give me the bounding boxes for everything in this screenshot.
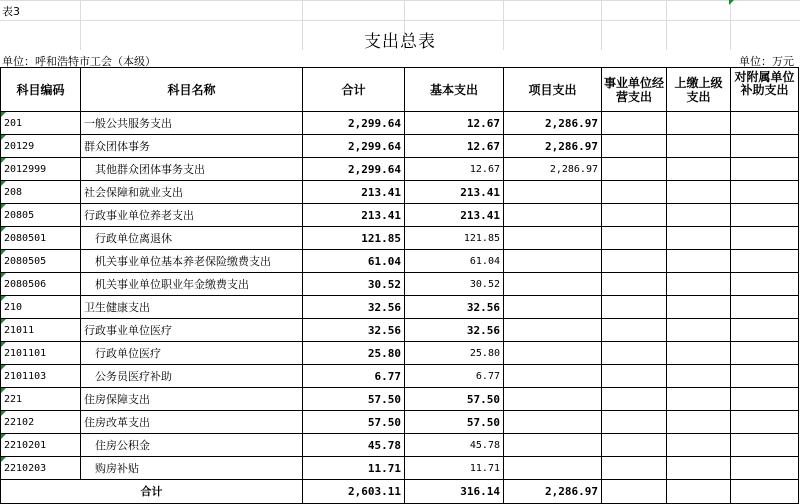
cell-upper[interactable] [667,204,731,227]
cell-business[interactable] [602,158,667,181]
cell-upper[interactable] [667,273,731,296]
cell-name[interactable]: 住房保障支出 [81,388,303,411]
cell-upper[interactable] [667,135,731,158]
cell-name[interactable]: 购房补贴 [81,457,303,480]
cell-subsidiary[interactable] [731,434,799,457]
cell-basic[interactable]: 57.50 [405,411,504,434]
cell-name[interactable]: 住房公积金 [81,434,303,457]
cell-code[interactable]: 2080506 [1,273,81,296]
cell-code[interactable]: 2080505 [1,250,81,273]
cell-upper[interactable] [667,434,731,457]
cell-code[interactable]: 2210203 [1,457,81,480]
grid-line [0,0,800,1]
cell-business[interactable] [602,181,667,204]
table-row [1,434,799,457]
cell-project[interactable] [504,411,602,434]
cell-marker [729,0,734,5]
cell-subsidiary[interactable] [731,135,799,158]
cell-business[interactable] [602,250,667,273]
cell-upper[interactable] [667,112,731,135]
cell-project[interactable] [504,204,602,227]
cell-subsidiary[interactable] [731,227,799,250]
cell-total[interactable]: 11.71 [303,457,405,480]
cell-subsidiary[interactable] [731,365,799,388]
cell-code[interactable]: 20129 [1,135,81,158]
total-business[interactable] [602,480,667,504]
total-project[interactable]: 2,286.97 [504,480,602,504]
cell-subsidiary[interactable] [731,204,799,227]
table-row [1,365,799,388]
cell-subsidiary[interactable] [731,273,799,296]
cell-total[interactable]: 2,299.64 [303,158,405,181]
cell-subsidiary[interactable] [731,112,799,135]
table-row [1,319,799,342]
total-label[interactable]: 合计 [1,480,303,504]
cell-code[interactable]: 2101103 [1,365,81,388]
cell-name[interactable]: 行政单位医疗 [81,342,303,365]
cell-code[interactable]: 208 [1,181,81,204]
total-row [1,480,799,504]
cell-name[interactable]: 卫生健康支出 [81,296,303,319]
cell-upper[interactable] [667,388,731,411]
cell-code[interactable]: 2080501 [1,227,81,250]
cell-total[interactable]: 213.41 [303,204,405,227]
cell-name[interactable]: 行政单位离退休 [81,227,303,250]
table-row [1,250,799,273]
cell-business[interactable] [602,204,667,227]
cell-code[interactable]: 2012999 [1,158,81,181]
cell-business[interactable] [602,227,667,250]
cell-subsidiary[interactable] [731,181,799,204]
cell-code[interactable]: 201 [1,112,81,135]
cell-upper[interactable] [667,365,731,388]
page-title[interactable]: 支出总表 [364,32,436,52]
table-row [1,204,799,227]
sheet-label[interactable]: 表3 [2,5,20,18]
cell-code[interactable]: 221 [1,388,81,411]
header-upper[interactable]: 上缴上级支出 [667,68,731,112]
cell-basic[interactable]: 57.50 [405,388,504,411]
cell-total[interactable]: 30.52 [303,273,405,296]
cell-basic[interactable]: 32.56 [405,296,504,319]
table-row [1,411,799,434]
header-subsidiary[interactable]: 对附属单位补助支出 [731,68,799,112]
expenditure-table [0,67,799,504]
cell-basic[interactable]: 12.67 [405,158,504,181]
cell-total[interactable]: 213.41 [303,181,405,204]
cell-basic[interactable]: 30.52 [405,273,504,296]
cell-subsidiary[interactable] [731,342,799,365]
cell-business[interactable] [602,135,667,158]
cell-basic[interactable]: 12.67 [405,112,504,135]
header-code[interactable]: 科目编码 [1,68,81,112]
cell-upper[interactable] [667,319,731,342]
cell-basic[interactable]: 6.77 [405,365,504,388]
cell-total[interactable]: 2,299.64 [303,135,405,158]
cell-basic[interactable]: 45.78 [405,434,504,457]
cell-basic[interactable]: 25.80 [405,342,504,365]
cell-total[interactable]: 32.56 [303,296,405,319]
cell-business[interactable] [602,457,667,480]
cell-upper[interactable] [667,457,731,480]
table-row [1,158,799,181]
table-row [1,181,799,204]
cell-upper[interactable] [667,158,731,181]
cell-project[interactable] [504,273,602,296]
cell-subsidiary[interactable] [731,250,799,273]
cell-code[interactable]: 21011 [1,319,81,342]
cell-business[interactable] [602,296,667,319]
cell-basic[interactable]: 121.85 [405,227,504,250]
cell-business[interactable] [602,112,667,135]
cell-name[interactable]: 其他群众团体事务支出 [81,158,303,181]
header-project[interactable]: 项目支出 [504,68,602,112]
cell-subsidiary[interactable] [731,388,799,411]
cell-business[interactable] [602,388,667,411]
cell-total[interactable]: 2,299.64 [303,112,405,135]
table-row [1,135,799,158]
cell-project[interactable]: 2,286.97 [504,112,602,135]
cell-subsidiary[interactable] [731,457,799,480]
cell-business[interactable] [602,273,667,296]
cell-upper[interactable] [667,250,731,273]
cell-project[interactable] [504,250,602,273]
cell-name[interactable]: 住房改革支出 [81,411,303,434]
cell-subsidiary[interactable] [731,319,799,342]
cell-upper[interactable] [667,296,731,319]
cell-business[interactable] [602,365,667,388]
cell-upper[interactable] [667,181,731,204]
table-row [1,457,799,480]
cell-basic[interactable]: 11.71 [405,457,504,480]
header-basic[interactable]: 基本支出 [405,68,504,112]
unit-organization[interactable]: 单位：呼和浩特市工会（本级） [2,55,156,68]
table-row [1,112,799,135]
cell-name[interactable]: 社会保障和就业支出 [81,181,303,204]
cell-total[interactable]: 57.50 [303,388,405,411]
cell-total[interactable]: 121.85 [303,227,405,250]
cell-code[interactable]: 2210201 [1,434,81,457]
cell-total[interactable]: 6.77 [303,365,405,388]
table-row [1,342,799,365]
cell-project[interactable]: 2,286.97 [504,158,602,181]
cell-total[interactable]: 45.78 [303,434,405,457]
cell-upper[interactable] [667,411,731,434]
cell-subsidiary[interactable] [731,158,799,181]
cell-project[interactable] [504,388,602,411]
cell-name[interactable]: 行政事业单位医疗 [81,319,303,342]
total-basic[interactable]: 316.14 [405,480,504,504]
cell-business[interactable] [602,434,667,457]
total-upper[interactable] [667,480,731,504]
cell-project[interactable] [504,457,602,480]
cell-name[interactable]: 机关事业单位基本养老保险缴费支出 [81,250,303,273]
table-row [1,273,799,296]
cell-basic[interactable]: 12.67 [405,135,504,158]
cell-code[interactable]: 22102 [1,411,81,434]
cell-total[interactable]: 57.50 [303,411,405,434]
total-total[interactable]: 2,603.11 [303,480,405,504]
cell-name[interactable]: 机关事业单位职业年金缴费支出 [81,273,303,296]
cell-project[interactable] [504,319,602,342]
grid-line [0,20,800,21]
cell-subsidiary[interactable] [731,296,799,319]
cell-total[interactable]: 25.80 [303,342,405,365]
header-name[interactable]: 科目名称 [81,68,303,112]
cell-project[interactable] [504,434,602,457]
table-row [1,388,799,411]
cell-total[interactable]: 32.56 [303,319,405,342]
cell-upper[interactable] [667,342,731,365]
cell-upper[interactable] [667,227,731,250]
cell-basic[interactable]: 61.04 [405,250,504,273]
cell-project[interactable] [504,342,602,365]
cell-code[interactable]: 2101101 [1,342,81,365]
cell-code[interactable]: 20805 [1,204,81,227]
header-business[interactable]: 事业单位经营支出 [602,68,667,112]
cell-project[interactable] [504,181,602,204]
cell-business[interactable] [602,319,667,342]
cell-business[interactable] [602,342,667,365]
cell-total[interactable]: 61.04 [303,250,405,273]
cell-code[interactable]: 210 [1,296,81,319]
cell-name[interactable]: 行政事业单位养老支出 [81,204,303,227]
total-subsidiary[interactable] [731,480,799,504]
cell-project[interactable] [504,365,602,388]
cell-basic[interactable]: 213.41 [405,204,504,227]
table-row [1,227,799,250]
cell-business[interactable] [602,411,667,434]
cell-subsidiary[interactable] [731,411,799,434]
cell-basic[interactable]: 32.56 [405,319,504,342]
table-row [1,296,799,319]
unit-currency[interactable]: 单位：万元 [739,55,794,68]
cell-name[interactable]: 公务员医疗补助 [81,365,303,388]
cell-project[interactable] [504,227,602,250]
cell-name[interactable]: 一般公共服务支出 [81,112,303,135]
cell-project[interactable]: 2,286.97 [504,135,602,158]
cell-name[interactable]: 群众团体事务 [81,135,303,158]
header-row [1,68,799,112]
cell-project[interactable] [504,296,602,319]
header-total[interactable]: 合计 [303,68,405,112]
table-body [1,112,799,480]
cell-basic[interactable]: 213.41 [405,181,504,204]
